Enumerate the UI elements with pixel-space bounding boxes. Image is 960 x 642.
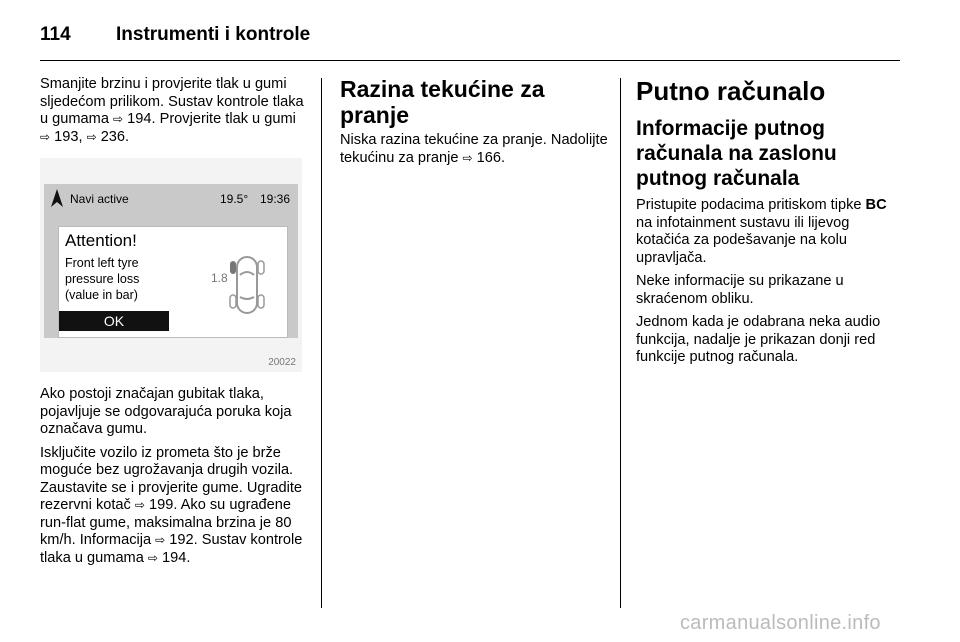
page-title: Instrumenti i kontrole [116, 24, 311, 45]
figure-number: 20022 [268, 357, 296, 368]
column-divider [321, 78, 322, 608]
reference-arrow-icon[interactable]: ⇨ [113, 112, 124, 126]
section-heading-washer-fluid: Razina tekućine za pranje [340, 76, 545, 128]
time-readout: 19:36 [260, 192, 291, 206]
paragraph-tyre-check: Smanjite brzinu i provjerite tlak u gumi sljedećom prilikom. Sustav kontrole tlaka u gumama ⇨ 194. Provjerite tlak u gumi ⇨ 193, ⇨ 236. [40, 76, 304, 145]
temperature-readout: 19.5° [220, 192, 249, 206]
navigation-arrow-icon [50, 188, 64, 208]
column-middle [340, 76, 610, 173]
tyre-pressure-value: 1.8 [211, 271, 228, 285]
reference-arrow-icon[interactable]: ⇨ [155, 533, 166, 547]
watermark: carmanualsonline.info [680, 612, 881, 634]
column-divider [620, 78, 621, 608]
attention-title: Attention! [65, 231, 137, 250]
tyre-pressure-display-figure [40, 158, 302, 372]
nav-status-text: Navi active [70, 192, 129, 206]
subheading-trip-computer-display: Informacije putnog računala na zaslonu putnog računala [636, 117, 837, 190]
warning-panel [58, 226, 288, 338]
page-header [40, 18, 900, 61]
paragraph-abbreviated: Neke informacije su prikazane u skraćenom obliku. [636, 273, 844, 307]
display-status-bar [44, 184, 298, 214]
reference-arrow-icon[interactable]: ⇨ [134, 498, 145, 512]
section-heading-trip-computer: Putno računalo [636, 76, 826, 106]
reference-arrow-icon[interactable]: ⇨ [86, 129, 97, 144]
bc-button-label: BC [865, 197, 887, 213]
warning-message: Front left tyre pressure loss (value in bar) [65, 256, 140, 302]
paragraph-washer-fluid: Niska razina tekućine za pranje. Nadolijte tekućinu za pranje ⇨ 166. [340, 132, 608, 166]
column-left [40, 76, 308, 573]
ok-button[interactable]: OK [59, 311, 169, 331]
page-number: 114 [40, 24, 71, 45]
paragraph-pressure-loss: Ako postoji značajan gubitak tlaka, pojavljuje se odgovarajuća poruka koja označava gumu. [40, 386, 292, 437]
reference-arrow-icon[interactable]: ⇨ [462, 150, 473, 165]
reference-arrow-icon[interactable]: ⇨ [40, 129, 51, 144]
column-right [636, 76, 906, 373]
reference-arrow-icon[interactable]: ⇨ [147, 550, 158, 565]
paragraph-audio-function: Jednom kada je odabrana neka audio funkcija, nadalje je prikazan donji red funkcije putnog računala. [636, 314, 881, 365]
paragraph-access-data: Pristupite podacima pritiskom tipke BC na infotainment sustavu ili lijevog kotačića za podešavanje na kolu upravljača. [636, 197, 887, 266]
car-top-view-icon [227, 251, 267, 319]
paragraph-stop-vehicle: Isključite vozilo iz prometa što je brže moguće bez ugrožavanja drugih vozila. Zaustavite se i provjerite gume. Ugradite rezervni kotač ⇨ 199. Ako su ugrađene run-flat gume, maksimalna brzina je 80 km/h. Informacija ⇨ 192. Sustav kontrole tlaka u gumama ⇨ 194. [40, 444, 303, 566]
display-screen [44, 184, 298, 338]
